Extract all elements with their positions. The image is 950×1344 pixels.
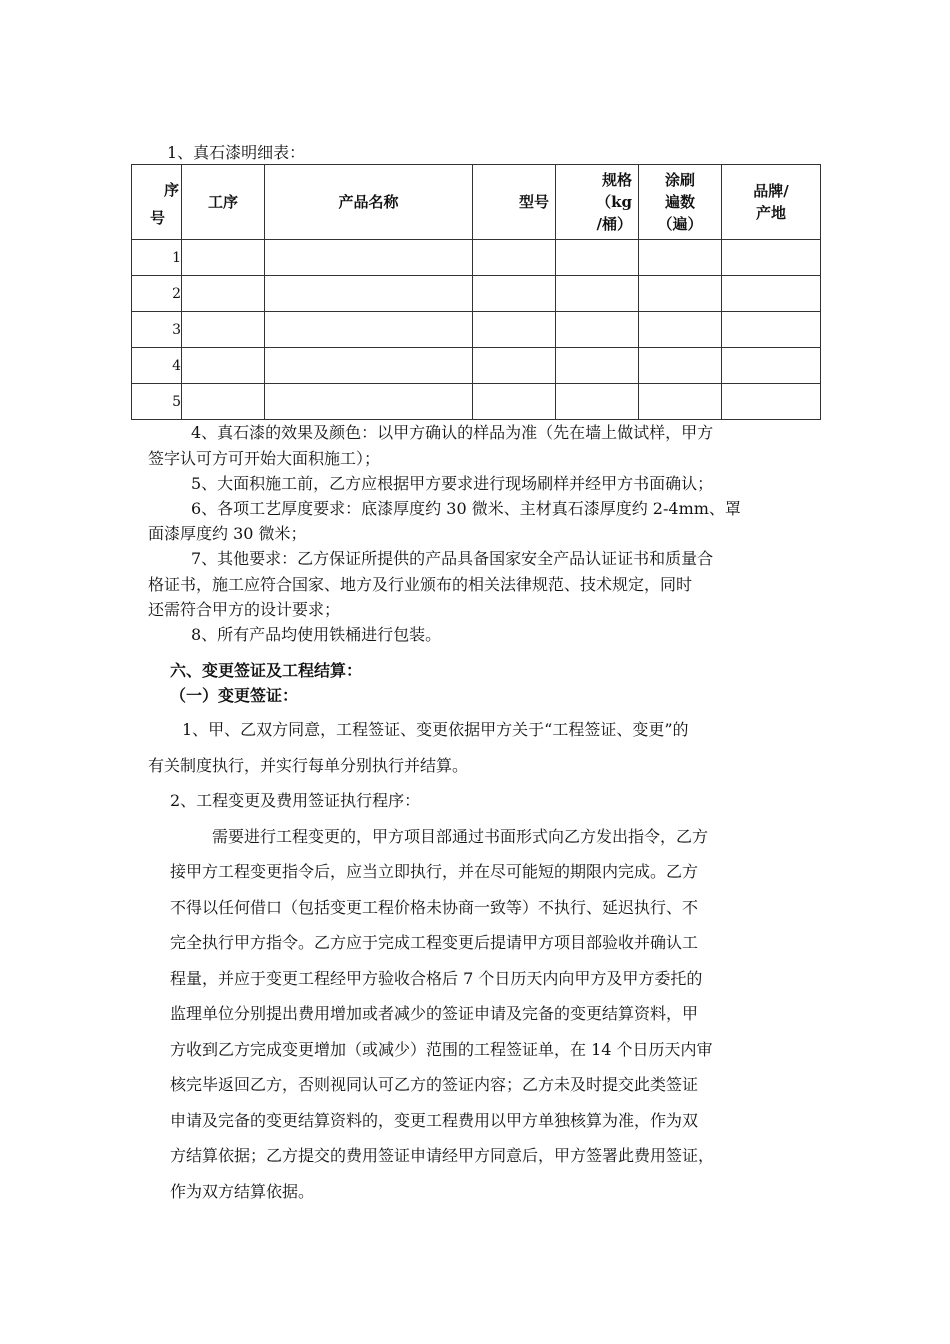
paragraph-2-line: 核完毕返回乙方，否则视同认可乙方的签证内容；乙方未及时提交此类签证 [170, 1075, 699, 1094]
table-title: 1、真石漆明细表： [167, 143, 306, 162]
row-number: 2 [132, 276, 182, 312]
paragraph-2-line: 不得以任何借口（包括变更工程价格未协商一致等）不执行、延迟执行、不 [170, 898, 699, 917]
table-header-row [132, 165, 821, 240]
row-number: 3 [132, 312, 182, 348]
table-row [132, 276, 821, 312]
clause-6-cont: 面漆厚度约 30 微米； [148, 524, 307, 543]
row-number: 1 [132, 240, 182, 276]
table-row [132, 348, 821, 384]
paragraph-1: 1、甲、乙双方同意，工程签证、变更依据甲方关于“工程签证、变更”的 [182, 720, 689, 739]
paragraph-2-line: 接甲方工程变更指令后，应当立即执行，并在尽可能短的期限内完成。乙方 [170, 862, 699, 881]
paragraph-2-title: 2、工程变更及费用签证执行程序： [170, 791, 421, 810]
paragraph-2-line: 方结算依据；乙方提交的费用签证申请经甲方同意后，甲方签署此费用签证， [170, 1146, 715, 1165]
paragraph-2-line: 作为双方结算依据。 [170, 1182, 315, 1201]
paragraph-2-line: 完全执行甲方指令。乙方应于完成工程变更后提请甲方项目部验收并确认工 [170, 933, 699, 952]
header-spec: 规格 （kg /桶） [556, 165, 639, 240]
section-title: 六、变更签证及工程结算： [170, 661, 363, 680]
clause-7-cont: 还需符合甲方的设计要求； [148, 600, 341, 619]
row-number: 4 [132, 348, 182, 384]
header-seq: 序 号 [132, 165, 182, 240]
clause-4: 4、真石漆的效果及颜色：以甲方确认的样品为准（先在墙上做试样，甲方 [191, 423, 714, 442]
clause-7: 7、其他要求：乙方保证所提供的产品具备国家安全产品认证证书和质量合 [191, 549, 714, 568]
table-row [132, 240, 821, 276]
clause-4-cont: 签字认可方可开始大面积施工）； [148, 449, 381, 468]
header-product-name: 产品名称 [265, 165, 473, 240]
subsection-title: （一）变更签证： [170, 686, 299, 705]
paragraph-2-line: 需要进行工程变更的，甲方项目部通过书面形式向乙方发出指令，乙方 [212, 827, 709, 846]
table-row [132, 312, 821, 348]
paragraph-1-cont: 有关制度执行，并实行每单分别执行并结算。 [148, 756, 469, 775]
clause-7-cont: 格证书，施工应符合国家、地方及行业颁布的相关法律规范、技术规定，同时 [148, 575, 693, 594]
paragraph-2-line: 程量，并应于变更工程经甲方验收合格后 7 个日历天内向甲方及甲方委托的 [170, 969, 703, 988]
spec-table [131, 164, 821, 420]
paragraph-2-line: 申请及完备的变更结算资料的，变更工程费用以甲方单独核算为准，作为双 [170, 1111, 699, 1130]
clause-8: 8、所有产品均使用铁桶进行包装。 [191, 625, 442, 644]
clause-5: 5、大面积施工前，乙方应根据甲方要求进行现场刷样并经甲方书面确认； [191, 474, 714, 493]
clause-6: 6、各项工艺厚度要求：底漆厚度约 30 微米、主材真石漆厚度约 2-4mm、罩 [191, 499, 741, 518]
header-coats: 涂刷 遍数 （遍） [639, 165, 722, 240]
table-row [132, 384, 821, 420]
paragraph-2-line: 方收到乙方完成变更增加（或减少）范围的工程签证单，在 14 个日历天内审 [170, 1040, 713, 1059]
row-number: 5 [132, 384, 182, 420]
paragraph-2-line: 监理单位分别提出费用增加或者减少的签证申请及完备的变更结算资料，甲 [170, 1004, 699, 1023]
header-process: 工序 [182, 165, 265, 240]
header-model: 型号 [473, 165, 556, 240]
header-brand: 品牌/ 产地 [722, 165, 821, 240]
